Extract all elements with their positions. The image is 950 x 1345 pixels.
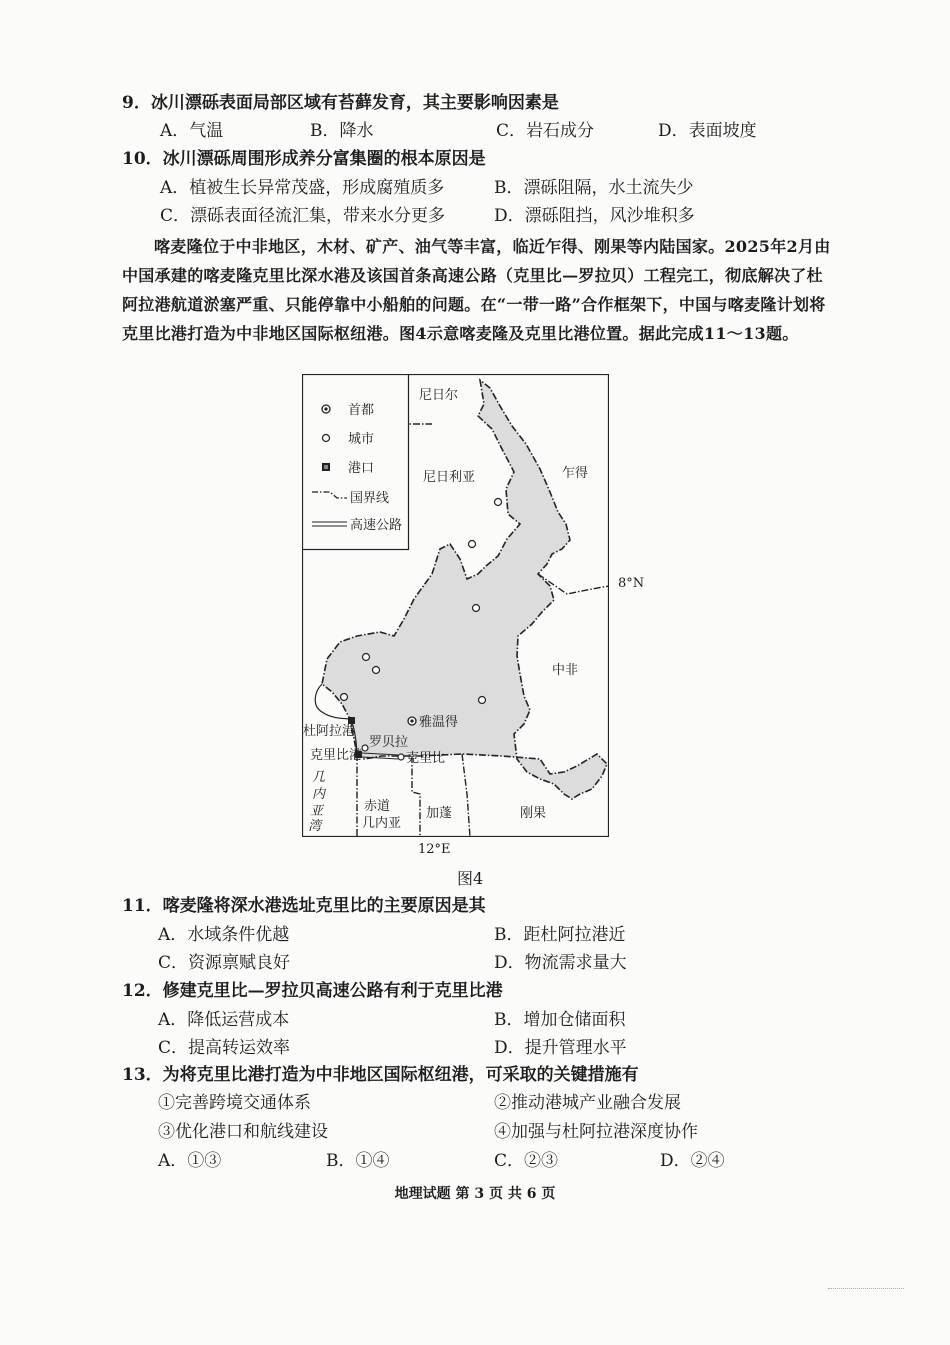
question-13: 13．为将克里比港打造为中非地区国际枢纽港，可采取的关键措施有	[122, 1065, 639, 1085]
label-congo: 刚果	[520, 806, 547, 821]
svg-text:亚: 亚	[310, 804, 324, 819]
scan-artifact-line	[828, 1288, 904, 1289]
label-chad: 乍得	[562, 466, 589, 481]
city-marker	[341, 694, 348, 701]
q9-option-b[interactable]: B．降水	[310, 121, 374, 141]
legend-border: 国界线	[350, 491, 390, 506]
label-kribi-port: 克里比港	[310, 748, 363, 763]
city-marker	[469, 541, 476, 548]
svg-text:湾: 湾	[308, 819, 322, 834]
label-nigeria: 尼日利亚	[423, 470, 476, 485]
kribi-city-icon	[398, 754, 404, 760]
lolabe-city-icon	[362, 745, 368, 751]
q11-option-d[interactable]: D．物流需求量大	[494, 953, 627, 973]
q11-option-a[interactable]: A．水域条件优越	[158, 925, 290, 945]
legend-capital: 首都	[348, 403, 375, 418]
passage	[122, 232, 832, 348]
q10-option-b[interactable]: B．漂砾阻隔，水土流失少	[494, 178, 694, 198]
svg-text:几: 几	[312, 770, 326, 785]
q10-option-a[interactable]: A．植被生长异常茂盛，形成腐殖质多	[160, 178, 445, 198]
label-lolabe: 罗贝拉	[369, 735, 409, 750]
q11-option-c[interactable]: C．资源禀赋良好	[158, 953, 291, 973]
q13-item-3: ③优化港口和航线建设	[158, 1122, 328, 1142]
q12-option-b[interactable]: B．增加仓储面积	[494, 1010, 626, 1030]
q13-item-1: ①完善跨境交通体系	[158, 1093, 311, 1113]
page-footer: 地理试题 第 3 页 共 6 页	[394, 1186, 556, 1202]
label-douala: 杜阿拉港	[303, 724, 356, 739]
city-marker	[495, 499, 502, 506]
q12-option-a[interactable]: A．降低运营成本	[158, 1010, 290, 1030]
passage-text: 喀麦隆位于中非地区，木材、矿产、油气等丰富，临近乍得、刚果等内陆国家。2025年2月由中国承建的喀麦隆克里比深水港及该国首条高速公路（克里比—罗拉贝）工程完工，彻底解决了杜阿拉港航道淤塞严重、只能停靠中小船舶的问题。在“一带一路”合作框架下，中国与喀麦隆计划将克里比港打造为中非地区国际枢纽港。图4示意喀麦隆及克里比港位置。据此完成11～13题。	[122, 237, 831, 343]
label-kribi: 克里比	[406, 751, 446, 766]
label-eq-guinea-1: 赤道	[364, 799, 391, 814]
legend-port: 港口	[348, 461, 375, 476]
q9-option-d[interactable]: D．表面坡度	[658, 121, 757, 141]
question-9: 9．冰川漂砾表面局部区域有苔藓发育，其主要影响因素是	[122, 93, 559, 113]
cameroon-map	[302, 374, 609, 837]
label-gabon: 加蓬	[426, 806, 453, 821]
q13-option-a[interactable]: A．①③	[158, 1151, 222, 1171]
q10-option-c[interactable]: C．漂砾表面径流汇集，带来水分更多	[160, 206, 446, 226]
figure-caption: 图4	[457, 869, 484, 888]
q9-option-a[interactable]: A．气温	[160, 121, 224, 141]
q11-option-b[interactable]: B．距杜阿拉港近	[494, 925, 626, 945]
question-12: 12．修建克里比—罗拉贝高速公路有利于克里比港	[122, 981, 503, 1001]
city-marker	[373, 667, 380, 674]
q12-option-c[interactable]: C．提高转运效率	[158, 1038, 291, 1058]
q10-option-d[interactable]: D．漂砾阻挡，风沙堆积多	[494, 206, 695, 226]
legend-city: 城市	[348, 432, 375, 447]
q13-option-c[interactable]: C．②③	[494, 1151, 559, 1171]
latitude-label: 8°N	[618, 576, 645, 591]
q9-option-c[interactable]: C．岩石成分	[496, 121, 595, 141]
q13-option-b[interactable]: B．①④	[326, 1151, 390, 1171]
q13-item-2: ②推动港城产业融合发展	[494, 1093, 681, 1113]
q12-option-d[interactable]: D．提升管理水平	[494, 1038, 627, 1058]
q13-item-4: ④加强与杜阿拉港深度协作	[494, 1122, 698, 1142]
label-eq-guinea-2: 几内亚	[362, 816, 402, 831]
city-marker	[473, 605, 480, 612]
legend-highway: 高速公路	[350, 518, 403, 533]
label-yaounde: 雅温得	[419, 715, 459, 730]
label-car: 中非	[552, 663, 579, 678]
question-11: 11．喀麦隆将深水港选址克里比的主要原因是其	[122, 896, 486, 916]
question-10: 10．冰川漂砾周围形成养分富集圈的根本原因是	[122, 149, 486, 169]
city-marker	[363, 654, 370, 661]
label-niger: 尼日尔	[419, 388, 459, 403]
longitude-label: 12°E	[418, 842, 451, 857]
douala-port-icon	[348, 717, 355, 724]
q13-option-d[interactable]: D．②④	[660, 1151, 725, 1171]
city-marker	[479, 697, 486, 704]
svg-text:内: 内	[312, 787, 326, 802]
